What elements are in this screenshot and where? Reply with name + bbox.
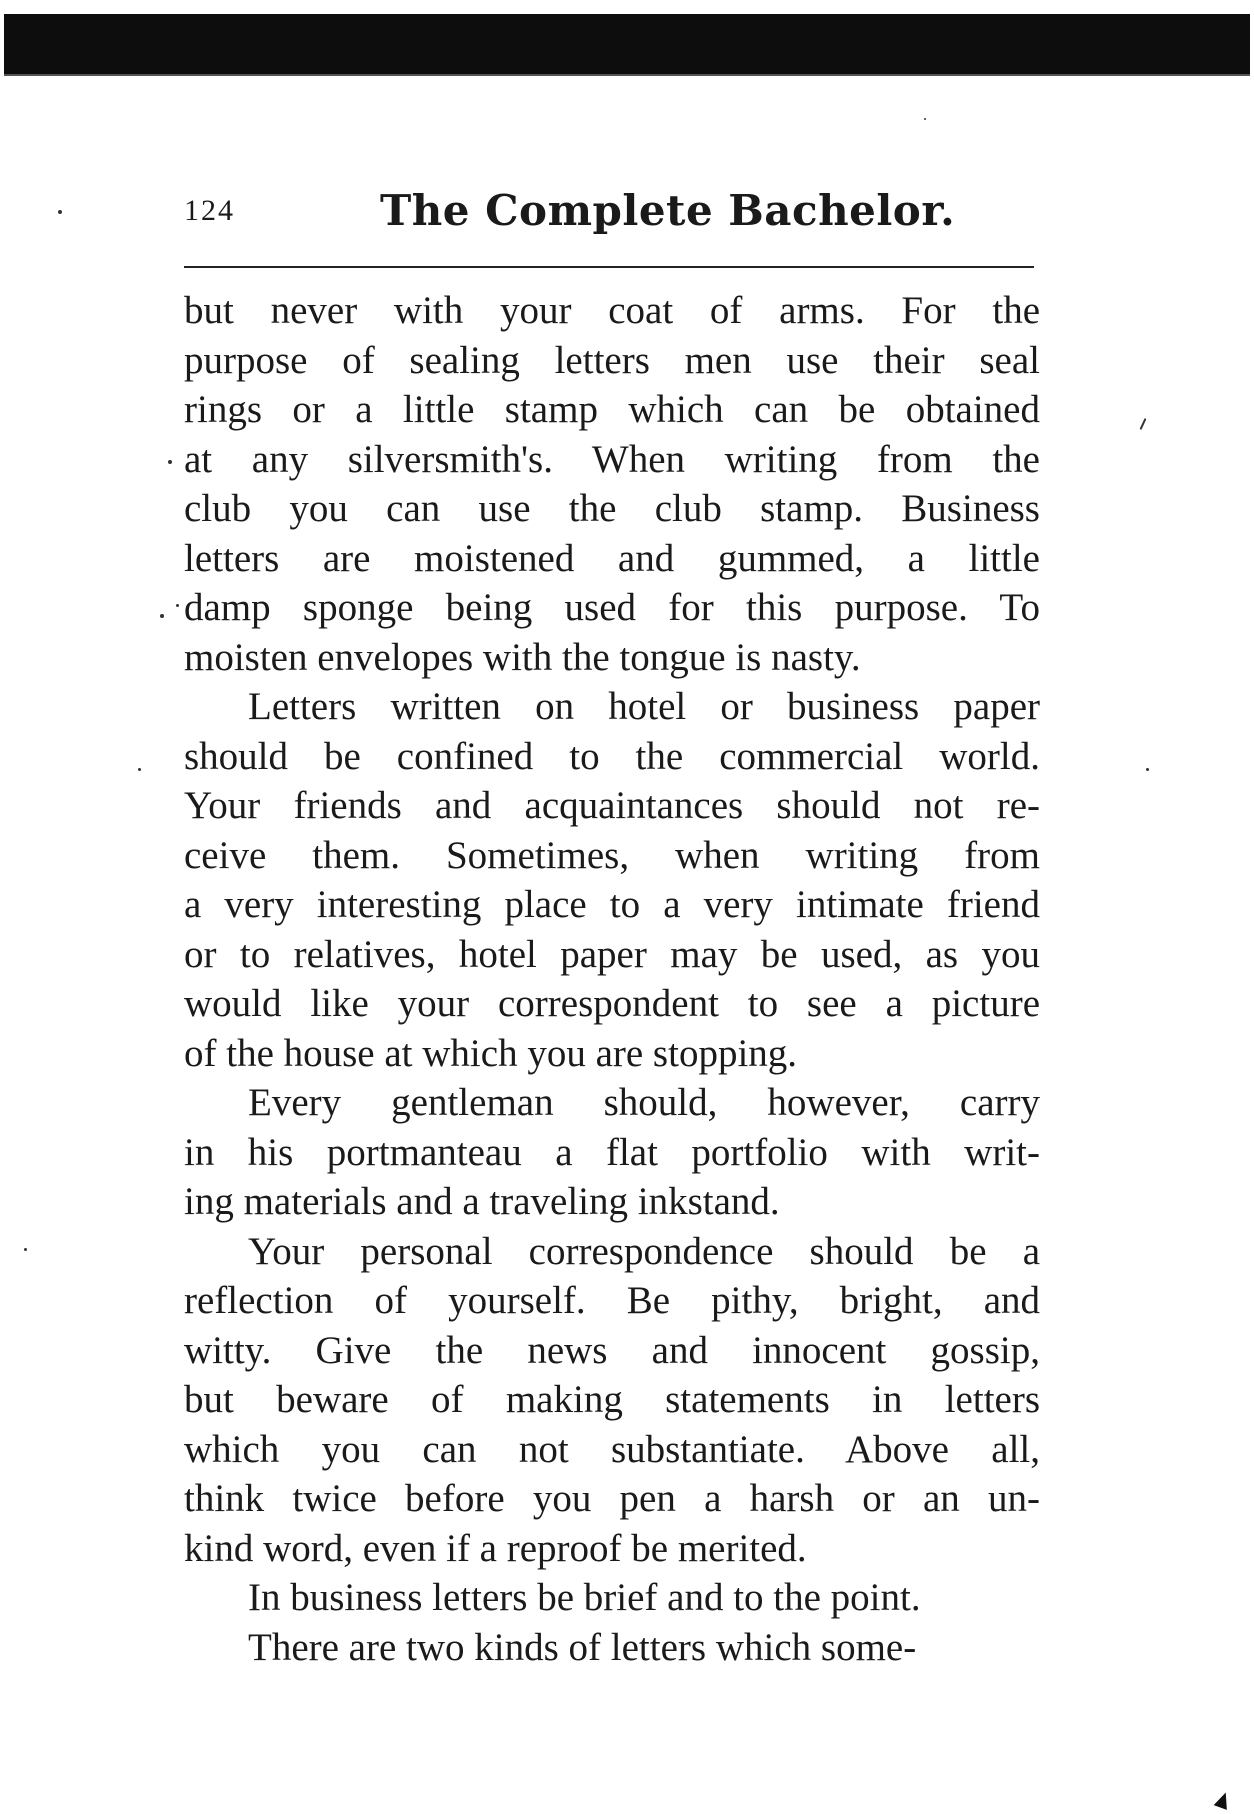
text-line: club you can use the club stamp. Business: [184, 487, 1040, 530]
scan-speck: [160, 614, 164, 618]
text-line: of the house at which you are stopping.: [184, 1031, 798, 1075]
scan-speck: [924, 118, 926, 120]
header-rule: [184, 266, 1034, 268]
scan-corner-mark: [1214, 1790, 1233, 1810]
text-line: would like your correspondent to see a picture: [184, 982, 1040, 1025]
text-line: In business letters be brief and to the point.: [248, 1576, 921, 1619]
text-line: rings or a little stamp which can be obtained: [184, 388, 1040, 431]
text-line: purpose of sealing letters men use their seal: [184, 338, 1040, 382]
text-line: ing materials and a traveling inkstand.: [184, 1180, 780, 1223]
text-line: ceive them. Sometimes, when writing from: [184, 833, 1040, 877]
scan-speck: [58, 210, 62, 214]
text-line: think twice before you pen a harsh or an un-: [184, 1477, 1040, 1520]
text-line: There are two kinds of letters which some-: [248, 1625, 917, 1669]
scan-border-edge: [4, 74, 1250, 76]
text-line: Your friends and acquaintances should not re-: [184, 784, 1040, 827]
text-line: should be confined to the commercial world.: [184, 734, 1040, 778]
text-line: kind word, even if a reproof be merited.: [184, 1526, 807, 1570]
scan-speck: [1140, 418, 1147, 430]
scan-speck: [1146, 768, 1149, 771]
text-line: which you can not substantiate. Above all,: [184, 1427, 1040, 1471]
scan-speck: [168, 460, 172, 464]
page-header: [184, 186, 1040, 246]
scan-speck: [138, 768, 141, 771]
page-number: 124: [184, 194, 235, 227]
text-line: but never with your coat of arms. For the: [184, 289, 1040, 332]
text-line: in his portmanteau a flat portfolio with writ-: [184, 1130, 1040, 1174]
text-line: reflection of yourself. Be pithy, bright, and: [184, 1279, 1040, 1322]
text-line: Letters written on hotel or business paper: [248, 685, 1040, 728]
running-title: The Complete Bachelor.: [380, 186, 956, 235]
scan-speck: [24, 1248, 27, 1251]
text-line: moisten envelopes with the tongue is nasty.: [184, 635, 861, 679]
text-line: damp sponge being used for this purpose. To: [184, 586, 1040, 629]
text-line: Every gentleman should, however, carry: [248, 1081, 1040, 1124]
text-line: witty. Give the news and innocent gossip,: [184, 1328, 1040, 1372]
text-line: letters are moistened and gummed, a little: [184, 536, 1040, 580]
body-text: [184, 286, 1040, 1672]
text-line: or to relatives, hotel paper may be used, as you: [184, 932, 1040, 976]
text-line: but beware of making statements in letters: [184, 1378, 1040, 1421]
scan-speck: [176, 604, 179, 607]
text-line: Your personal correspondence should be a: [248, 1229, 1040, 1273]
scan-border-top: [4, 14, 1250, 74]
text-line: at any silversmith's. When writing from the: [184, 437, 1040, 481]
text-line: a very interesting place to a very intimate friend: [184, 883, 1040, 926]
